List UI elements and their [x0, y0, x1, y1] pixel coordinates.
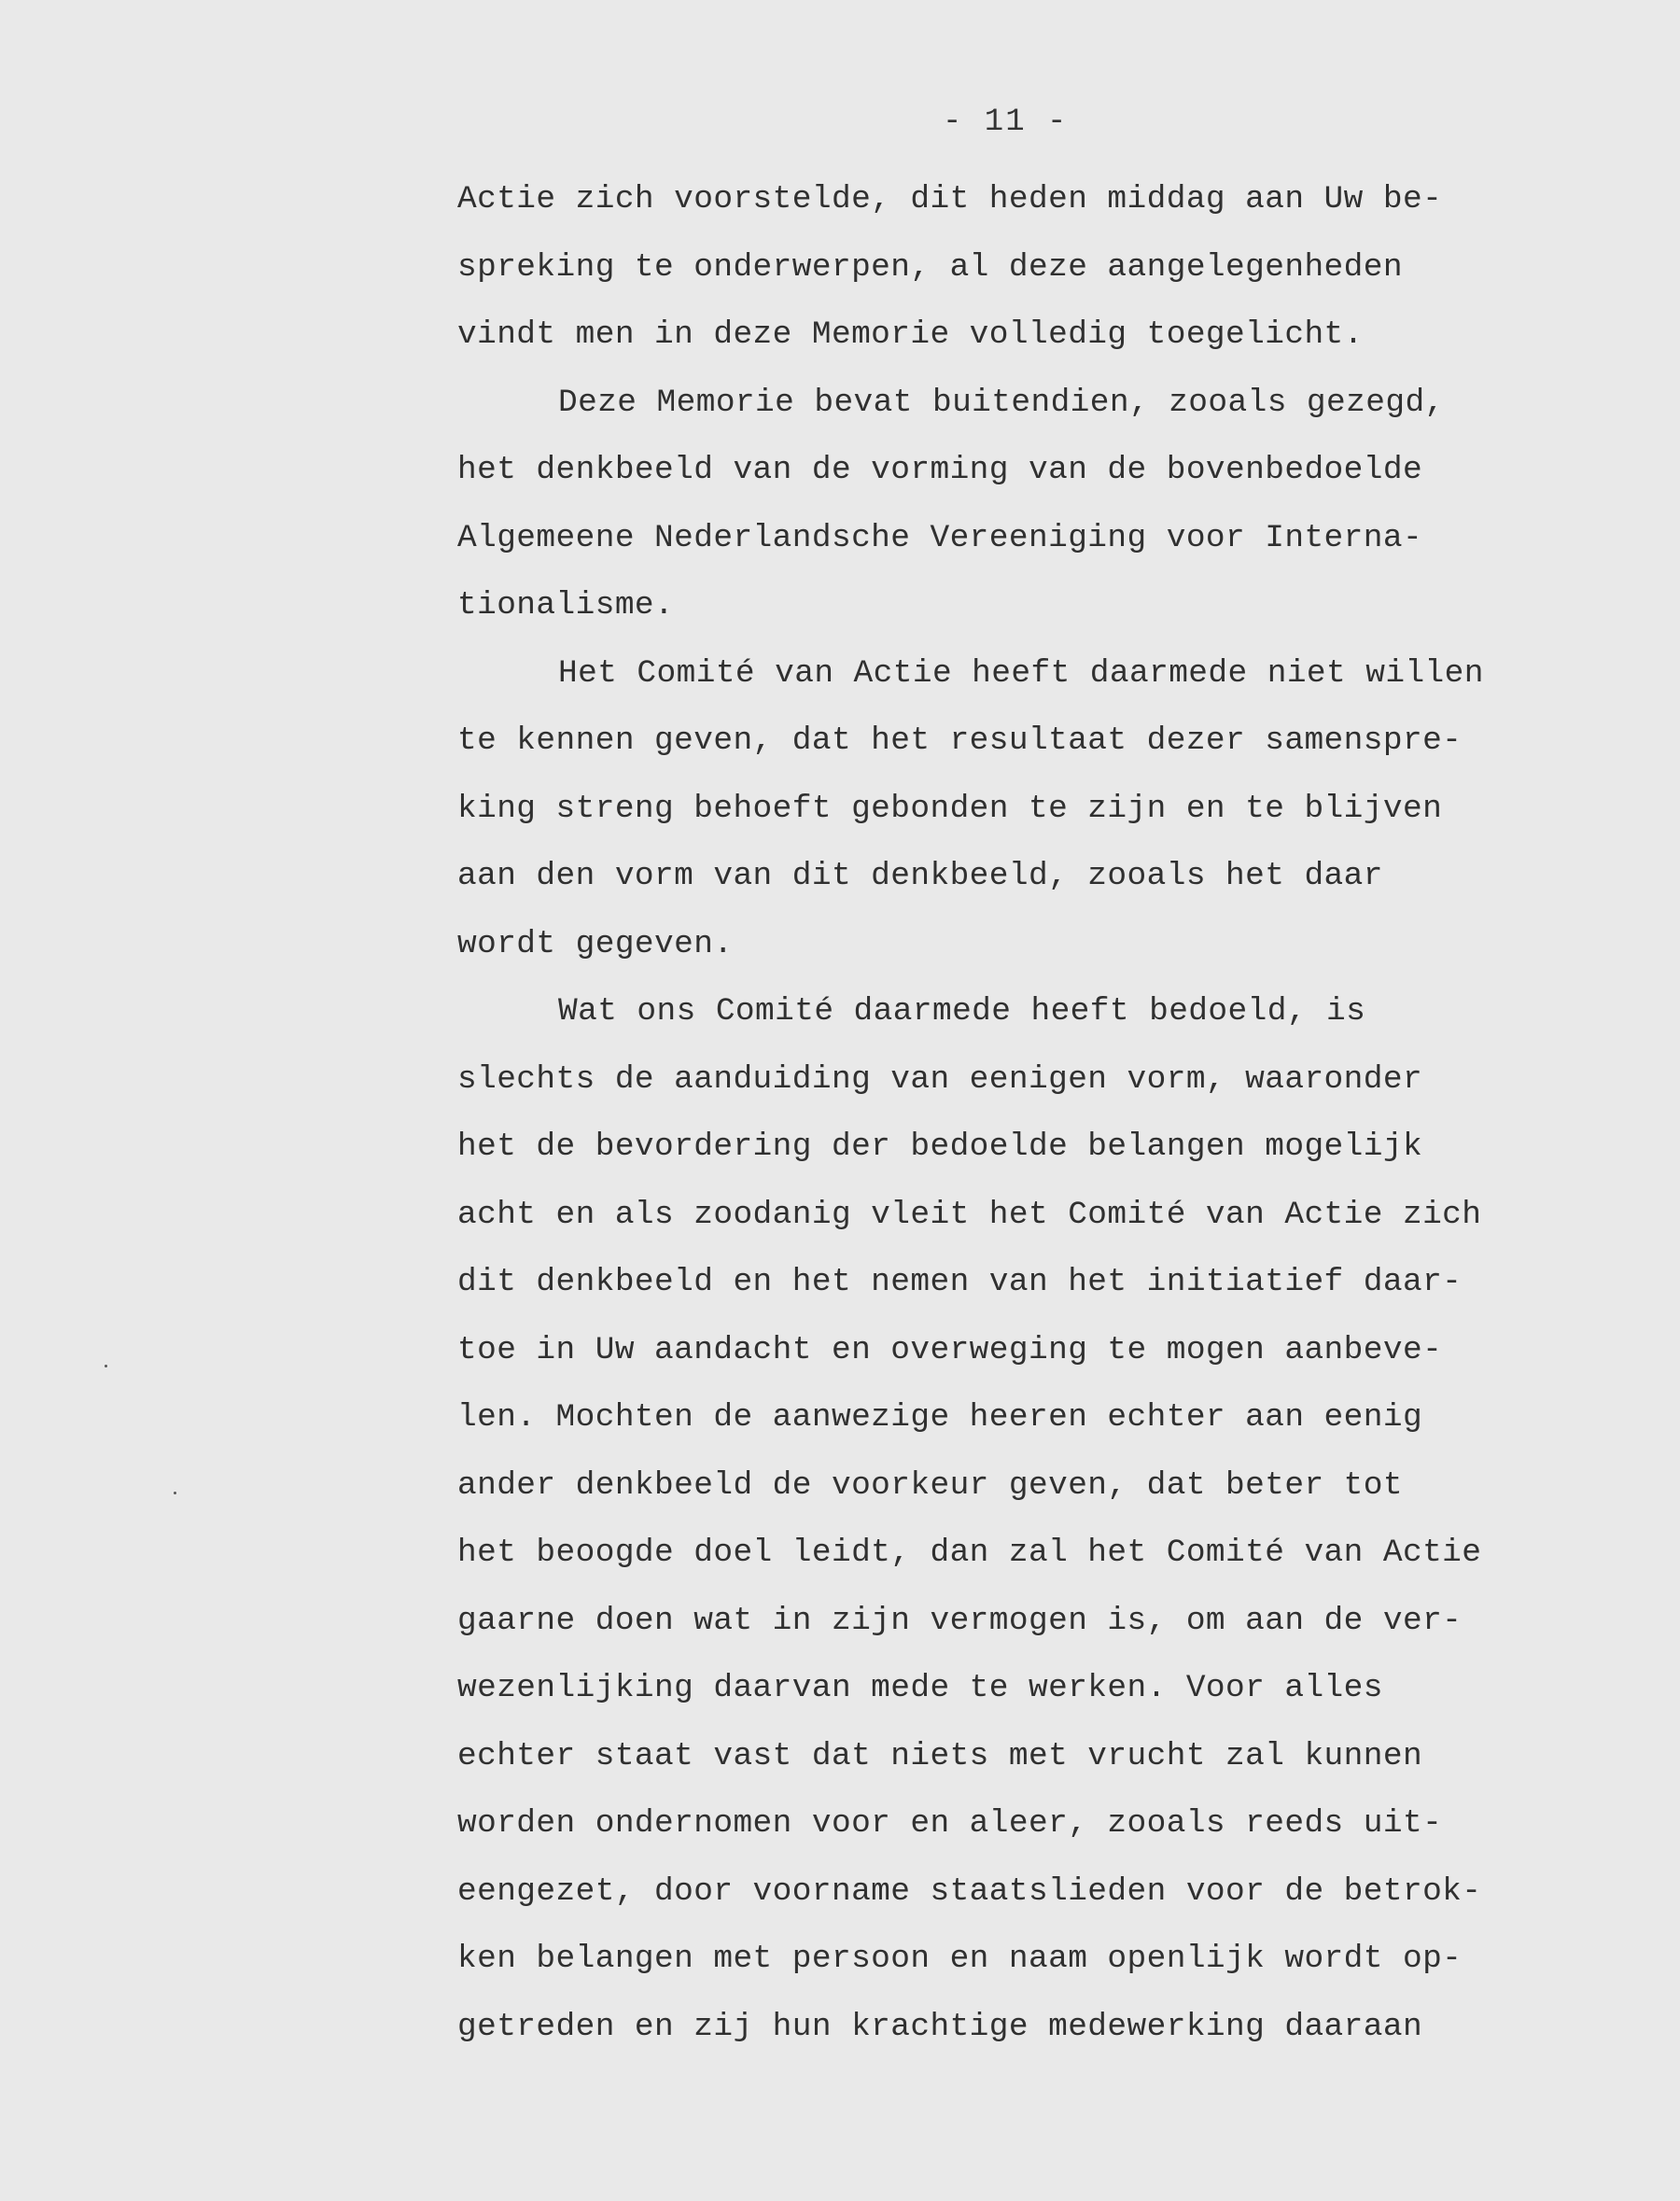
- text-line: slechts de aanduiding van eenigen vorm, waaronder: [457, 1060, 1423, 1098]
- text-line: Het Comité van Actie heeft daarmede niet willen: [558, 654, 1484, 692]
- text-line: Algemeene Nederlandsche Vereeniging voor Interna-: [457, 519, 1423, 556]
- text-line: wezenlijking daarvan mede te werken. Voor alles: [457, 1670, 1383, 1706]
- text-line: ken belangen met persoon en naam openlijk wordt op-: [457, 1941, 1463, 1977]
- text-line: te kennen geven, dat het resultaat dezer samenspre-: [457, 722, 1463, 759]
- paper-speck: [174, 1492, 176, 1494]
- text-line: echter staat vast dat niets met vrucht zal kunnen: [457, 1737, 1423, 1774]
- text-line: getreden en zij hun krachtige medewerking daaraan: [457, 2008, 1423, 2045]
- text-line: spreking te onderwerpen, al deze aangelegenheden: [457, 248, 1403, 286]
- text-line: acht en als zoodanig vleit het Comité van Actie zich: [457, 1196, 1482, 1233]
- text-line: het denkbeeld van de vorming van de bovenbedoelde: [457, 452, 1423, 488]
- text-line: vindt men in deze Memorie volledig toegelicht.: [457, 316, 1364, 353]
- text-line: tionalisme.: [457, 587, 675, 624]
- text-line: eengezet, door voorname staatslieden voor de betrok-: [457, 1872, 1482, 1910]
- text-line: toe in Uw aandacht en overweging te mogen aanbeve-: [457, 1331, 1443, 1368]
- text-line: het de bevordering der bedoelde belangen mogelijk: [457, 1129, 1423, 1165]
- page-number: - 11 -: [943, 105, 1069, 140]
- text-line: dit denkbeeld en het nemen van het initiatief daar-: [457, 1264, 1463, 1300]
- text-line: ander denkbeeld de voorkeur geven, dat beter tot: [457, 1466, 1403, 1504]
- text-line: len. Mochten de aanwezige heeren echter aan eenig: [457, 1399, 1423, 1436]
- text-line: king streng behoeft gebonden te zijn en te blijven: [457, 790, 1443, 827]
- text-line: aan den vorm van dit denkbeeld, zooals het daar: [457, 858, 1383, 894]
- text-line: gaarne doen wat in zijn vermogen is, om aan de ver-: [457, 1602, 1463, 1639]
- text-line: het beoogde doel leidt, dan zal het Comité van Actie: [457, 1535, 1482, 1571]
- body-text: [457, 166, 1559, 2061]
- text-line: wordt gegeven.: [457, 925, 734, 962]
- paper-speck: [105, 1365, 107, 1367]
- text-line: Wat ons Comité daarmede heeft bedoeld, is: [558, 993, 1366, 1030]
- text-line: Deze Memorie bevat buitendien, zooals gezegd,: [558, 384, 1445, 421]
- text-line: worden ondernomen voor en aleer, zooals reeds uit-: [457, 1805, 1443, 1842]
- text-line: Actie zich voorstelde, dit heden middag aan Uw be-: [457, 181, 1443, 217]
